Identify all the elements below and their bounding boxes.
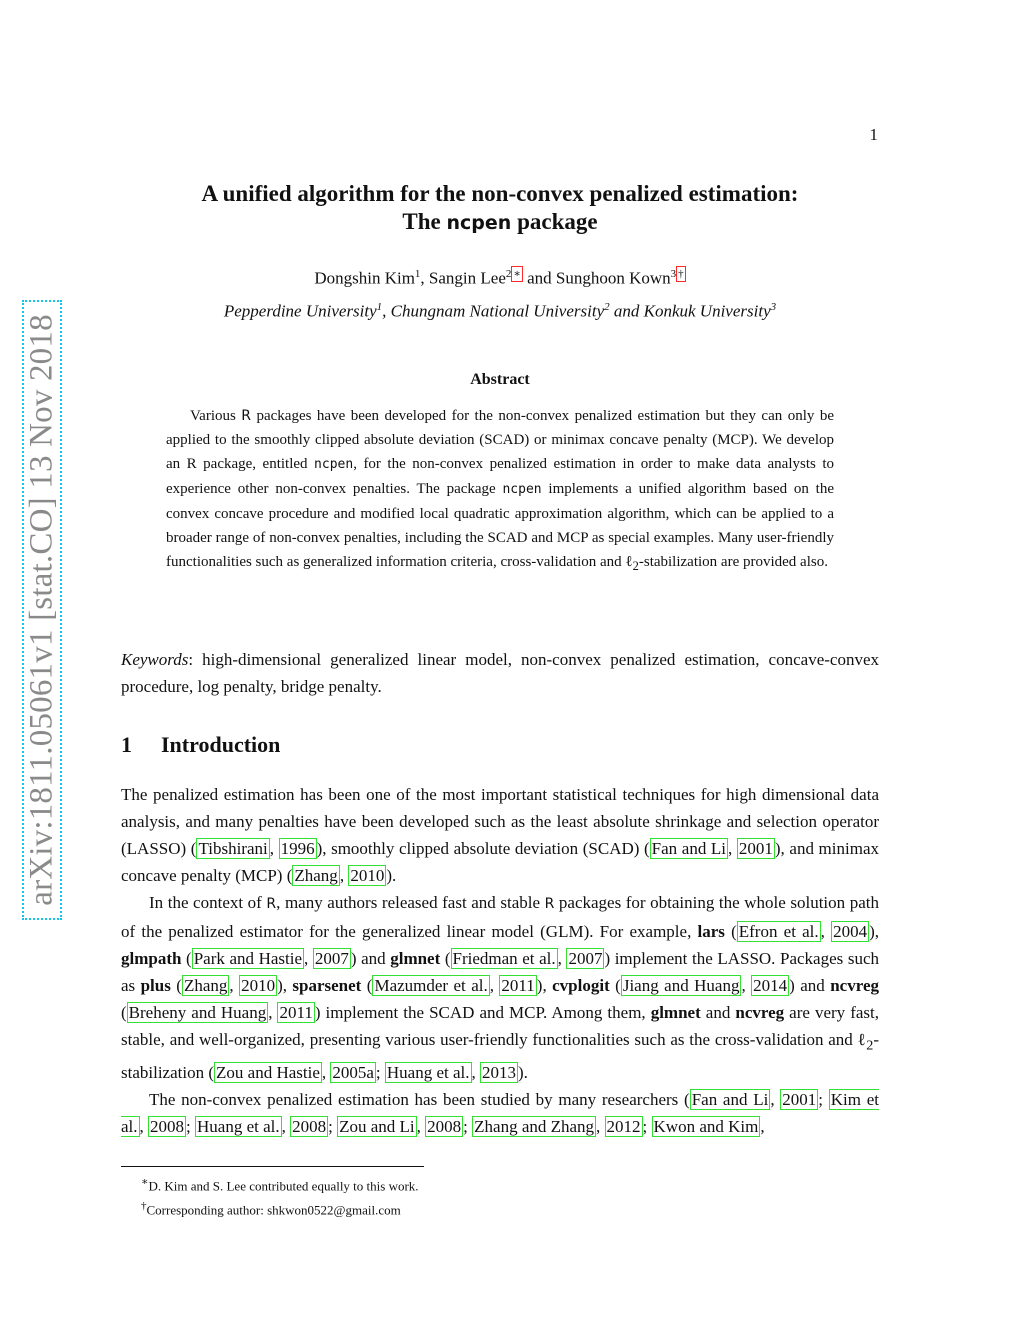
footnote-link-equal-contribution[interactable]: ∗: [513, 268, 521, 280]
citation-link[interactable]: Huang et al.: [386, 1063, 470, 1083]
citation-link[interactable]: Zhang and Zhang: [474, 1117, 595, 1137]
citation-year-link[interactable]: 2005a: [332, 1063, 374, 1083]
citation-link[interactable]: Breheny and Huang: [128, 1003, 267, 1022]
title-line-2: The ncpen package: [402, 209, 598, 234]
citation-year-link[interactable]: 1996: [280, 839, 315, 858]
citation-link[interactable]: Zhang: [183, 976, 228, 995]
citation-year-link[interactable]: 2001: [782, 1090, 817, 1110]
citation-year-link[interactable]: 2010: [350, 866, 385, 885]
citation-year-link[interactable]: 2010: [241, 976, 276, 995]
paper-title: [0, 180, 1000, 237]
citation-link[interactable]: Huang et al.: [197, 1117, 280, 1137]
citation-link[interactable]: Tibshirani: [198, 839, 268, 858]
citation-link[interactable]: Mazumder et al.: [374, 976, 488, 995]
citation-year-link[interactable]: 2011: [279, 1003, 313, 1022]
citation-link[interactable]: Friedman et al.: [452, 949, 556, 968]
section-heading: 1 Introduction: [121, 732, 281, 757]
abstract-body: Various R packages have been developed for the non-convex penalized estimation but they can only be applied to the smoothly clipped absolute deviation (SCAD) or minimax concave penalty (MCP). We develop an R package, entitled ncpen, for the non-convex penalized estimation in order to make data analysts to experience other non-convex penalties. The package ncpen implements a unified algorithm based on the convex concave procedure and modified local quadratic approximation algorithm, which can be applied to a broader range of non-convex penalties, including the SCAD and MCP as special examples. Many user-friendly functionalities such as generalized information criteria, cross-validation and ℓ$_2$-stabilization are provided also.: [166, 408, 834, 573]
citation-link[interactable]: Jiang and Huang: [622, 976, 740, 995]
arxiv-identifier[interactable]: arXiv:1811.05061v1 [stat.CO] 13 Nov 2018: [23, 314, 60, 906]
footnote-rule: [121, 1166, 424, 1167]
citation-year-link[interactable]: 2008: [292, 1117, 327, 1137]
citation-year-link[interactable]: 2014: [753, 976, 788, 995]
paragraph: In the context of R, many authors released fast and stable R packages for obtaining the whole solution path of the penalized estimator for the generalized linear model (GLM). For example, lars ( Efron et al. , 2004 ), glmpath ( Park and Hastie , 2007 ) and glmnet ( Friedman et al. , 2007 ) implement the LASSO. Packages such as plus ( Zhang , 2010 ), sparsenet ( Mazumder et al. , 2011 ), cvplogit ( Jiang and Huang , 2014 ) and ncvreg ( Breheny and Huang , 2011 ) implement the SCAD and MCP. Among them, glmnet and ncvreg are very fast, stable, and well-organized, presenting various user-friendly functionalities such as the cross-validation and ℓ$_2$-stabilization ( Zou and Hastie , 2005a ; Huang et al. , 2013 ).: [121, 893, 880, 1083]
citation-link[interactable]: Kim et al.: [121, 1090, 879, 1137]
citation-link[interactable]: Fan and Li: [691, 1090, 769, 1110]
citation-year-link[interactable]: 2001: [738, 839, 773, 858]
footnotes: [141, 1172, 419, 1221]
abstract-heading: Abstract: [470, 371, 530, 388]
citation-link[interactable]: Fan and Li: [651, 839, 727, 858]
footnote-equal-contribution: ∗D. Kim and S. Lee contributed equally to this work.: [141, 1176, 419, 1194]
citation-link[interactable]: Kwon and Kim: [653, 1117, 759, 1137]
footnote-link-corresponding[interactable]: †: [678, 268, 684, 280]
citation-year-link[interactable]: 2012: [606, 1117, 641, 1137]
arxiv-stamp[interactable]: [22, 300, 62, 920]
keywords: Keywords: high-dimensional generalized linear model, non-convex penalized estimation, concave-convex procedure, log penalty, bridge penalty.: [121, 650, 879, 696]
citation-link[interactable]: Zou and Li: [339, 1117, 415, 1137]
citation-link[interactable]: Efron et al.: [738, 922, 819, 941]
citation-link[interactable]: Park and Hastie: [193, 949, 303, 968]
citation-year-link[interactable]: 2011: [501, 976, 535, 995]
citation-link[interactable]: Zou and Hastie: [216, 1063, 320, 1083]
citation-year-link[interactable]: 2008: [150, 1117, 185, 1137]
author-list: Dongshin Kim$^1$, Sangin Lee$^2$ ∗ and Sunghoon Kown$^3$ †: [314, 268, 684, 288]
paragraph: The penalized estimation has been one of the most important statistical techniques for high dimensional data analysis, and many penalties have been developed such as the least absolute shrinkage and selection operator (LASSO) ( Tibshirani , 1996 ), smoothly clipped absolute deviation (SCAD) ( Fan and Li , 2001 ), and minimax concave penalty (MCP) ( Zhang , 2010 ).: [121, 785, 879, 885]
affiliations: Pepperdine University$^1$, Chungnam National University$^2$ and Konkuk University$^3$: [223, 301, 777, 321]
citation-link[interactable]: Zhang: [294, 866, 338, 885]
section-body: [121, 781, 879, 1140]
citation-year-link[interactable]: 2004: [833, 922, 868, 941]
paragraph: The non-convex penalized estimation has been studied by many researchers ( Fan and Li , 2001 ; Kim et al. , 2008 ; Huang et al. , 2008 ; Zou and Li , 2008 ; Zhang and Zhang , 2012 ; Kwon and Kim ,: [121, 1090, 879, 1137]
citation-year-link[interactable]: 2008: [427, 1117, 462, 1137]
package-name: ncpen: [446, 212, 512, 234]
citation-year-link[interactable]: 2007: [314, 949, 349, 968]
footnote-corresponding-author: †Corresponding author: shkwon0522@gmail.com: [141, 1200, 401, 1218]
citation-year-link[interactable]: 2007: [568, 949, 603, 968]
citation-year-link[interactable]: 2013: [482, 1063, 517, 1083]
title-line-1: A unified algorithm for the non-convex penalized estimation:: [201, 181, 799, 206]
page-number: 1: [869, 125, 878, 144]
